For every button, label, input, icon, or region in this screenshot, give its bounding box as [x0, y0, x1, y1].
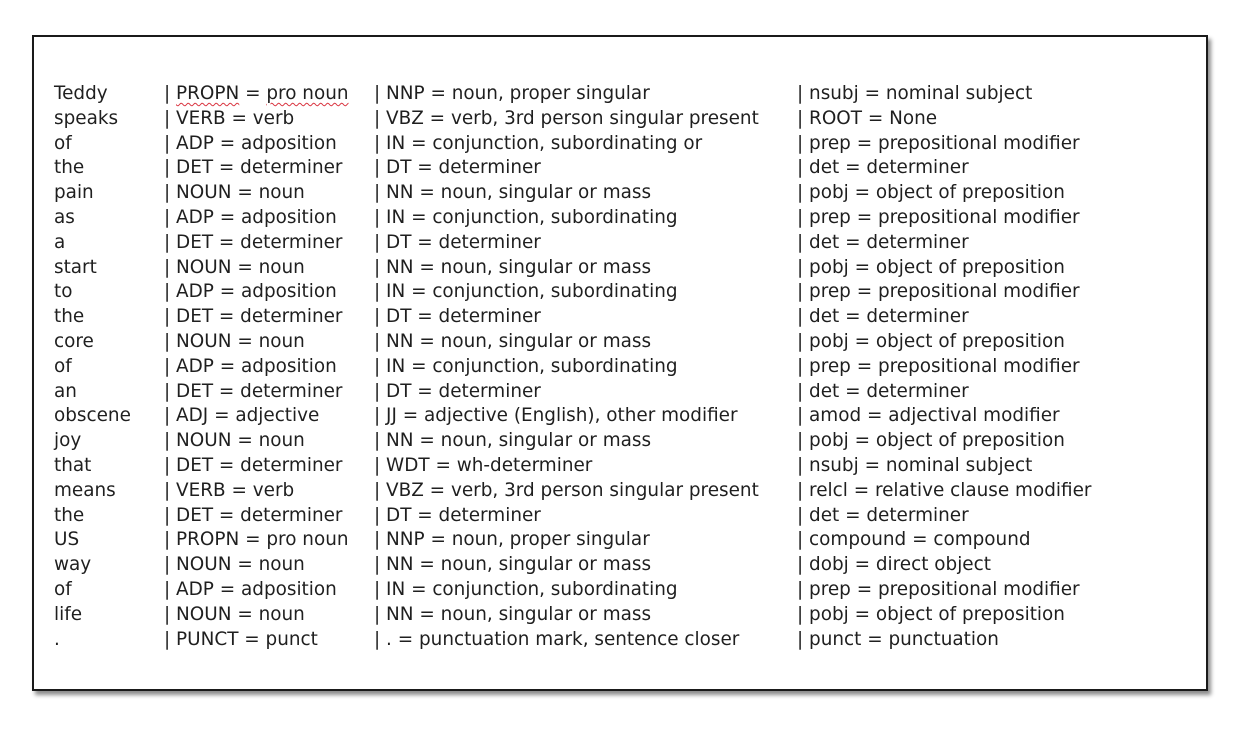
table-row — [54, 628, 1194, 653]
token-word: life — [54, 603, 83, 625]
pos-code: NOUN — [176, 256, 232, 278]
tag-cell: | NN = noun, singular or mass — [374, 554, 652, 576]
column-separator: | — [164, 182, 177, 204]
token-word: a — [54, 231, 66, 253]
token-word: the — [54, 504, 85, 526]
table-row — [54, 553, 1194, 578]
pos-code: ADP — [176, 355, 214, 377]
pos-cell — [164, 82, 349, 107]
pos-code: NOUN — [176, 430, 232, 452]
column-separator: | — [164, 380, 177, 402]
pos-description: noun — [258, 182, 305, 204]
column-separator: | — [164, 256, 177, 278]
pos-code: PROPN — [176, 83, 240, 104]
pos-description: adjective — [235, 405, 320, 427]
token-word: way — [54, 554, 92, 576]
table-row — [54, 504, 1194, 529]
column-separator: | — [164, 578, 177, 600]
pos-description: determiner — [240, 157, 343, 179]
dependency-cell: | compound = compound — [797, 529, 1031, 551]
tag-cell: | NNP = noun, proper singular — [374, 529, 650, 551]
tag-cell: | NN = noun, singular or mass — [374, 330, 652, 352]
pos-code: ADP — [176, 281, 214, 303]
pos-description: noun — [258, 330, 305, 352]
table-row — [54, 380, 1194, 405]
column-separator: | — [164, 529, 177, 551]
dependency-cell: | ROOT = None — [797, 107, 938, 129]
tag-cell: | IN = conjunction, subordinating — [374, 206, 678, 228]
pos-cell — [164, 528, 349, 553]
dependency-cell: | det = determiner — [797, 504, 969, 526]
equals-sign: = — [231, 256, 259, 278]
token-word: core — [54, 330, 94, 352]
equals-sign: = — [213, 132, 241, 154]
pos-code: ADP — [176, 132, 214, 154]
pos-cell — [164, 132, 337, 157]
pos-cell — [164, 206, 337, 231]
pos-description: pro noun — [266, 83, 349, 104]
equals-sign: = — [238, 628, 266, 650]
pos-description: noun — [258, 554, 305, 576]
pos-code: ADJ — [176, 405, 209, 427]
tag-cell: | DT = determiner — [374, 157, 541, 179]
tag-cell: | VBZ = verb, 3rd person singular present — [374, 107, 759, 129]
token-word: obscene — [54, 405, 131, 427]
pos-code: DET — [176, 157, 214, 179]
tag-cell: | NNP = noun, proper singular — [374, 83, 650, 104]
column-separator: | — [164, 603, 177, 625]
tag-cell: | IN = conjunction, subordinating — [374, 355, 678, 377]
dependency-cell: | dobj = direct object — [797, 554, 991, 576]
dependency-cell: | pobj = object of preposition — [797, 182, 1065, 204]
tag-cell: | NN = noun, singular or mass — [374, 182, 652, 204]
tag-cell: | IN = conjunction, subordinating — [374, 281, 678, 303]
table-row — [54, 479, 1194, 504]
dependency-cell: | prep = prepositional modifier — [797, 132, 1080, 154]
tag-cell: | DT = determiner — [374, 504, 541, 526]
pos-cell — [164, 429, 305, 454]
token-word: of — [54, 132, 72, 154]
table-row — [54, 454, 1194, 479]
pos-description: determiner — [240, 306, 343, 328]
dependency-cell: | prep = prepositional modifier — [797, 578, 1080, 600]
table-row — [54, 578, 1194, 603]
pos-code: NOUN — [176, 554, 232, 576]
pos-cell — [164, 603, 305, 628]
pos-cell — [164, 380, 342, 405]
tag-cell: | . = punctuation mark, sentence closer — [374, 628, 740, 650]
pos-description: verb — [252, 107, 295, 129]
equals-sign: = — [213, 231, 241, 253]
dependency-cell: | pobj = object of preposition — [797, 603, 1065, 625]
pos-cell — [164, 553, 305, 578]
pos-description: determiner — [240, 380, 343, 402]
pos-description: verb — [252, 479, 295, 501]
equals-sign: = — [225, 479, 253, 501]
dependency-cell: | relcl = relative clause modifier — [797, 479, 1092, 501]
dependency-cell: | prep = prepositional modifier — [797, 355, 1080, 377]
tag-cell: | NN = noun, singular or mass — [374, 603, 652, 625]
pos-description: punct — [265, 628, 318, 650]
pos-cell — [164, 181, 305, 206]
equals-sign: = — [213, 578, 241, 600]
column-separator: | — [164, 430, 177, 452]
tag-cell: | DT = determiner — [374, 306, 541, 328]
pos-description: adposition — [241, 355, 337, 377]
pos-cell — [164, 256, 305, 281]
column-separator: | — [164, 355, 177, 377]
token-word: that — [54, 454, 92, 476]
document-page[interactable] — [32, 35, 1208, 691]
tag-cell: | JJ = adjective (English), other modifier — [374, 405, 738, 427]
tag-cell: | DT = determiner — [374, 380, 541, 402]
token-word: as — [54, 206, 75, 228]
dependency-cell: | det = determiner — [797, 157, 969, 179]
equals-sign: = — [213, 380, 241, 402]
column-separator: | — [164, 281, 177, 303]
dependency-cell: | prep = prepositional modifier — [797, 281, 1080, 303]
tag-cell: | VBZ = verb, 3rd person singular present — [374, 479, 759, 501]
table-row — [54, 206, 1194, 231]
table-row — [54, 603, 1194, 628]
pos-code: ADP — [176, 578, 214, 600]
equals-sign: = — [213, 157, 241, 179]
token-word: to — [54, 281, 73, 303]
pos-description: adposition — [241, 206, 337, 228]
token-word: Teddy — [54, 83, 108, 104]
tag-cell: | IN = conjunction, subordinating or — [374, 132, 703, 154]
equals-sign: = — [208, 405, 236, 427]
column-separator: | — [164, 157, 177, 179]
pos-code: NOUN — [176, 182, 232, 204]
table-row — [54, 181, 1194, 206]
pos-description: determiner — [240, 231, 343, 253]
pos-cell — [164, 231, 342, 256]
equals-sign: = — [213, 454, 241, 476]
equals-sign: = — [231, 182, 259, 204]
token-word: joy — [54, 430, 82, 452]
pos-description: adposition — [241, 281, 337, 303]
tag-cell: | WDT = wh-determiner — [374, 454, 593, 476]
column-separator: | — [164, 306, 177, 328]
dependency-cell: | punct = punctuation — [797, 628, 999, 650]
equals-sign: = — [231, 554, 259, 576]
equals-sign: = — [231, 603, 259, 625]
equals-sign: = — [239, 83, 267, 104]
token-word: pain — [54, 182, 94, 204]
table-row — [54, 429, 1194, 454]
pos-description: adposition — [241, 132, 337, 154]
column-separator: | — [164, 231, 177, 253]
token-word: the — [54, 306, 85, 328]
pos-description: noun — [258, 603, 305, 625]
pos-code: DET — [176, 380, 214, 402]
pos-description: noun — [258, 256, 305, 278]
equals-sign: = — [239, 529, 267, 551]
token-word: . — [54, 628, 60, 650]
pos-description: pro noun — [266, 529, 349, 551]
pos-code: PROPN — [176, 529, 240, 551]
equals-sign: = — [231, 430, 259, 452]
tag-cell: | DT = determiner — [374, 231, 541, 253]
pos-description: determiner — [240, 504, 343, 526]
pos-cell — [164, 355, 337, 380]
pos-code: DET — [176, 231, 214, 253]
table-row — [54, 256, 1194, 281]
equals-sign: = — [213, 355, 241, 377]
dependency-cell: | pobj = object of preposition — [797, 430, 1065, 452]
pos-code: DET — [176, 454, 214, 476]
dependency-cell: | det = determiner — [797, 306, 969, 328]
dependency-cell: | nsubj = nominal subject — [797, 83, 1033, 104]
column-separator: | — [164, 504, 177, 526]
token-table — [54, 82, 1194, 652]
column-separator: | — [164, 330, 177, 352]
pos-cell — [164, 504, 342, 529]
pos-code: DET — [176, 504, 214, 526]
tag-cell: | IN = conjunction, subordinating — [374, 578, 678, 600]
tag-cell: | NN = noun, singular or mass — [374, 256, 652, 278]
token-word: start — [54, 256, 97, 278]
token-word: speaks — [54, 107, 119, 129]
pos-code: ADP — [176, 206, 214, 228]
pos-description: adposition — [241, 578, 337, 600]
dependency-cell: | det = determiner — [797, 231, 969, 253]
equals-sign: = — [213, 504, 241, 526]
dependency-cell: | det = determiner — [797, 380, 969, 402]
equals-sign: = — [225, 107, 253, 129]
equals-sign: = — [231, 330, 259, 352]
pos-cell — [164, 107, 294, 132]
pos-code: NOUN — [176, 603, 232, 625]
table-row — [54, 156, 1194, 181]
equals-sign: = — [213, 206, 241, 228]
token-word: US — [54, 529, 80, 551]
pos-cell — [164, 156, 342, 181]
table-row — [54, 280, 1194, 305]
pos-cell — [164, 578, 337, 603]
dependency-cell: | pobj = object of preposition — [797, 330, 1065, 352]
table-row — [54, 528, 1194, 553]
pos-code: VERB — [176, 479, 226, 501]
column-separator: | — [164, 132, 177, 154]
pos-cell — [164, 454, 342, 479]
table-row — [54, 82, 1194, 107]
table-row — [54, 107, 1194, 132]
token-word: the — [54, 157, 85, 179]
pos-cell — [164, 404, 319, 429]
dependency-cell: | prep = prepositional modifier — [797, 206, 1080, 228]
column-separator: | — [164, 206, 177, 228]
token-word: of — [54, 355, 72, 377]
equals-sign: = — [213, 306, 241, 328]
table-row — [54, 132, 1194, 157]
table-row — [54, 330, 1194, 355]
column-separator: | — [164, 628, 177, 650]
table-row — [54, 355, 1194, 380]
column-separator: | — [164, 479, 177, 501]
table-row — [54, 404, 1194, 429]
column-separator: | — [164, 107, 177, 129]
table-row — [54, 305, 1194, 330]
pos-code: NOUN — [176, 330, 232, 352]
column-separator: | — [164, 83, 177, 104]
token-word: means — [54, 479, 116, 501]
pos-cell — [164, 479, 294, 504]
pos-code: PUNCT — [176, 628, 239, 650]
pos-cell — [164, 628, 318, 653]
pos-code: VERB — [176, 107, 226, 129]
dependency-cell: | amod = adjectival modifier — [797, 405, 1060, 427]
pos-description: determiner — [240, 454, 343, 476]
pos-code: DET — [176, 306, 214, 328]
table-row — [54, 231, 1194, 256]
pos-description: noun — [258, 430, 305, 452]
dependency-cell: | nsubj = nominal subject — [797, 454, 1033, 476]
token-word: an — [54, 380, 77, 402]
dependency-cell: | pobj = object of preposition — [797, 256, 1065, 278]
tag-cell: | NN = noun, singular or mass — [374, 430, 652, 452]
pos-cell — [164, 280, 337, 305]
column-separator: | — [164, 454, 177, 476]
pos-cell — [164, 305, 342, 330]
column-separator: | — [164, 405, 177, 427]
equals-sign: = — [213, 281, 241, 303]
token-word: of — [54, 578, 72, 600]
pos-cell — [164, 330, 305, 355]
column-separator: | — [164, 554, 177, 576]
